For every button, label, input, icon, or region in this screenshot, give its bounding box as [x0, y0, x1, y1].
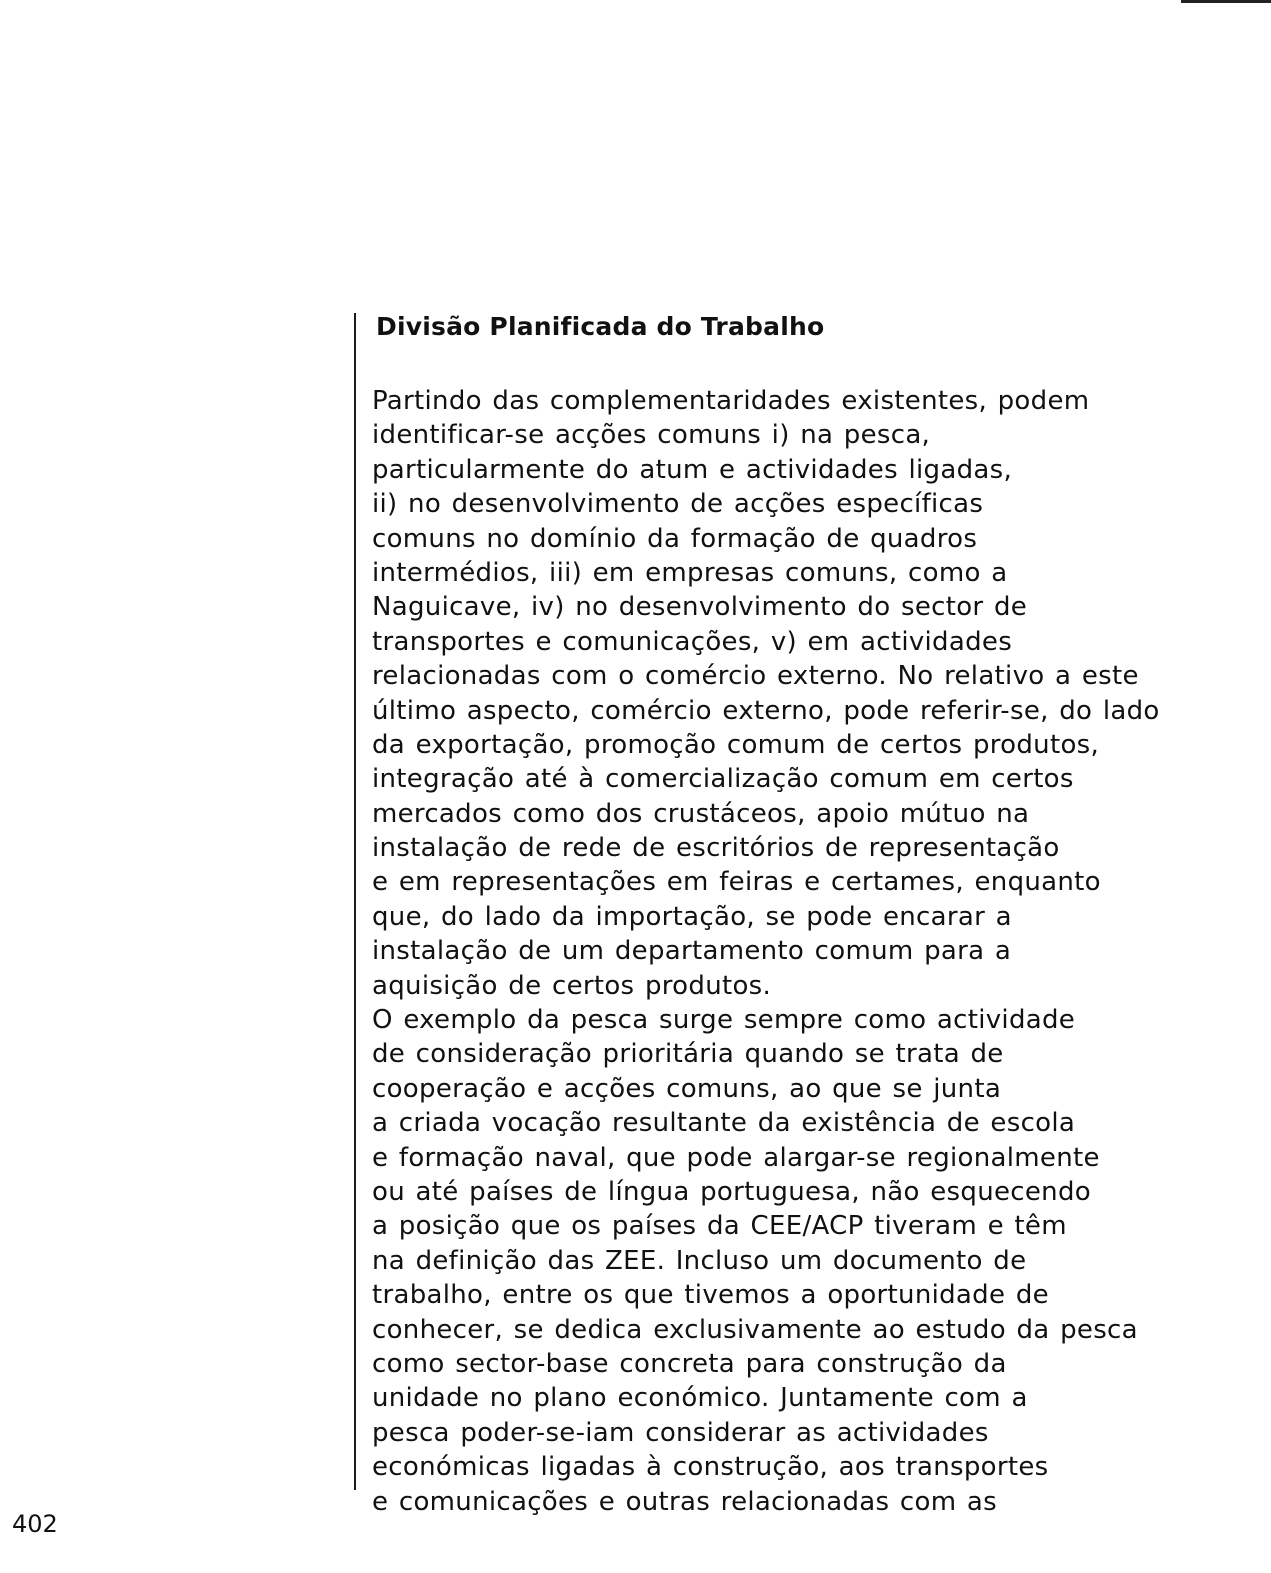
- section-title: Divisão Planificada do Trabalho: [376, 312, 825, 341]
- text-line: da exportação, promoção comum de certos produtos,: [372, 729, 1100, 760]
- text-line: aquisição de certos produtos.: [372, 970, 772, 1001]
- text-line: Naguicave, iv) no desenvolvimento do sector de: [372, 592, 1028, 623]
- text-line: instalação de um departamento comum para a: [372, 936, 1012, 967]
- text-line: e comunicações e outras relacionadas com as: [372, 1486, 998, 1517]
- text-line: a posição que os países da CEE/ACP tiveram e têm: [372, 1211, 1067, 1242]
- text-line: transportes e comunicações, v) em actividades: [372, 626, 1013, 657]
- body-text: [372, 384, 1212, 1519]
- text-line: como sector-base concreta para construção da: [372, 1348, 1007, 1379]
- text-line: identificar-se acções comuns i) na pesca,: [372, 420, 931, 451]
- page-number: 402: [12, 1510, 58, 1538]
- text-line: mercados como dos crustáceos, apoio mútuo na: [372, 798, 1030, 829]
- text-line: último aspecto, comércio externo, pode referir-se, do lado: [372, 695, 1160, 726]
- text-line: na definição das ZEE. Incluso um documento de: [372, 1245, 1027, 1276]
- text-line: Partindo das complementaridades existentes, podem: [372, 386, 1090, 416]
- text-line: e formação naval, que pode alargar-se regionalmente: [372, 1142, 1100, 1173]
- text-line: comuns no domínio da formação de quadros: [372, 523, 978, 554]
- text-line: económicas ligadas à construção, aos transportes: [372, 1452, 1049, 1483]
- text-line: integração até à comercialização comum em certos: [372, 764, 1074, 795]
- text-line: cooperação e acções comuns, ao que se junta: [372, 1073, 1002, 1104]
- text-line: de consideração prioritária quando se trata de: [372, 1039, 1004, 1070]
- text-line: ii) no desenvolvimento de acções específicas: [372, 489, 984, 520]
- text-line: unidade no plano económico. Juntamente com a: [372, 1383, 1028, 1414]
- text-line: que, do lado da importação, se pode encarar a: [372, 901, 1012, 932]
- text-line: O exemplo da pesca surge sempre como actividade: [372, 1005, 1076, 1036]
- text-line: a criada vocação resultante da existência de escola: [372, 1108, 1076, 1139]
- text-line: trabalho, entre os que tivemos a oportunidade de: [372, 1280, 1049, 1311]
- top-edge-rule: [1181, 0, 1271, 3]
- text-line: instalação de rede de escritórios de representação: [372, 833, 1060, 864]
- margin-vertical-rule: [354, 313, 356, 1490]
- text-line: conhecer, se dedica exclusivamente ao estudo da pesca: [372, 1314, 1138, 1345]
- text-line: relacionadas com o comércio externo. No relativo a este: [372, 661, 1139, 692]
- text-line: particularmente do atum e actividades ligadas,: [372, 454, 1013, 485]
- text-line: pesca poder-se-iam considerar as actividades: [372, 1417, 989, 1448]
- text-line: e em representações em feiras e certames, enquanto: [372, 867, 1101, 898]
- text-line: intermédios, iii) em empresas comuns, como a: [372, 557, 1008, 588]
- text-line: ou até países de língua portuguesa, não esquecendo: [372, 1176, 1091, 1207]
